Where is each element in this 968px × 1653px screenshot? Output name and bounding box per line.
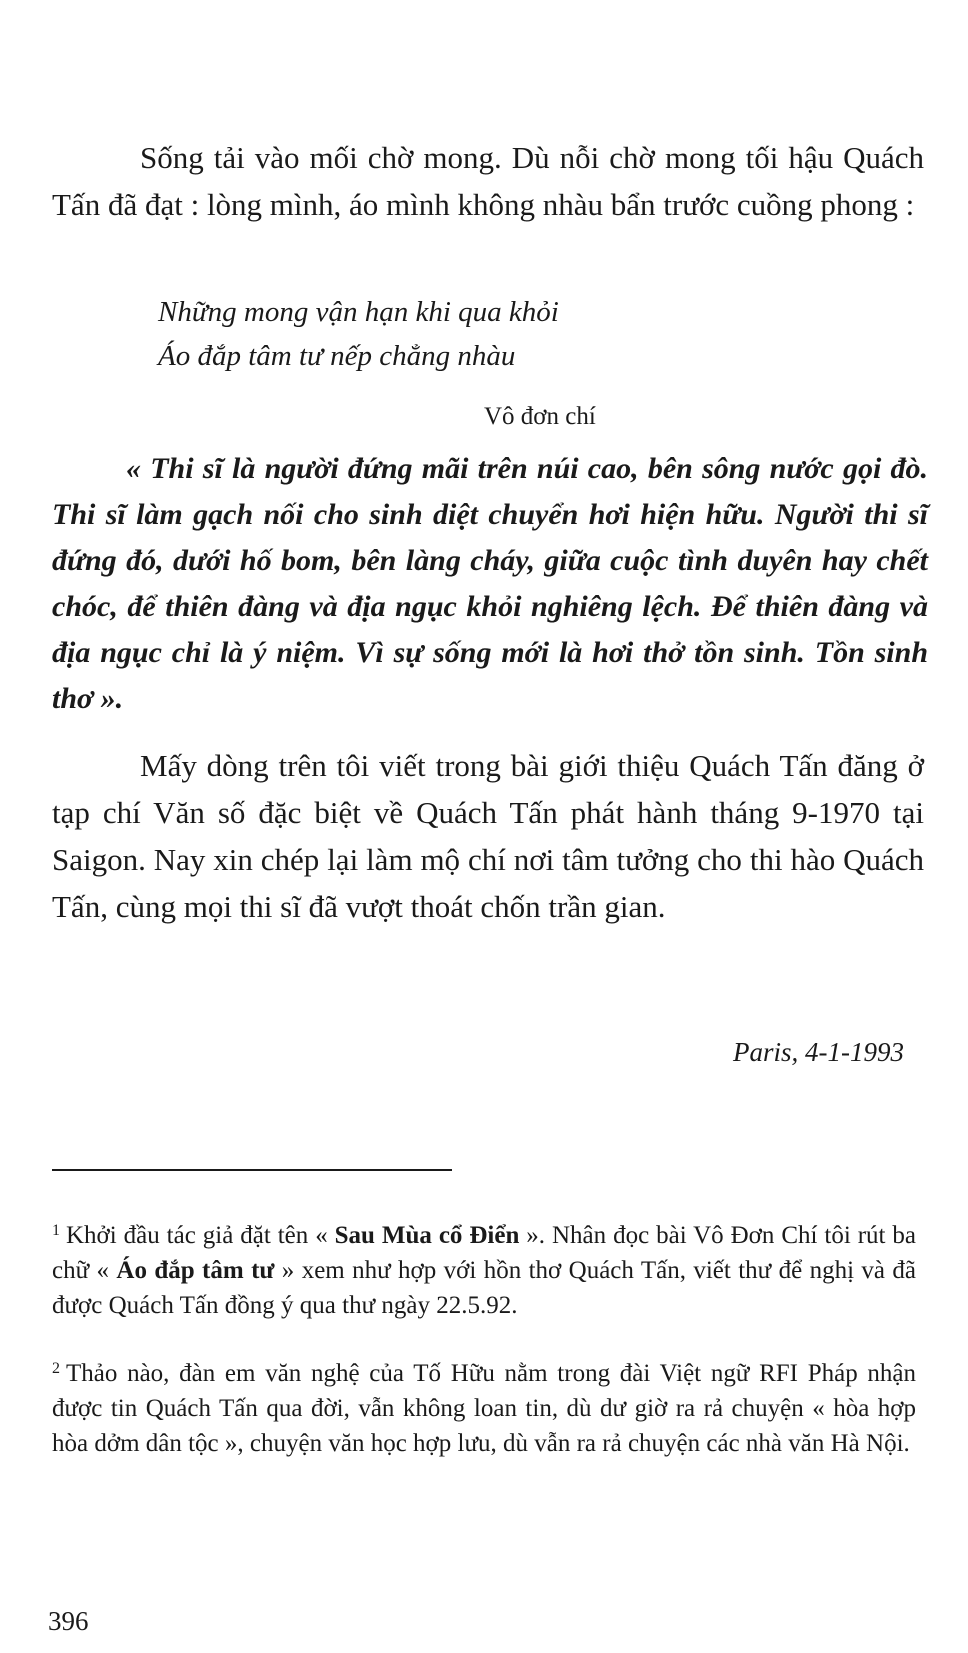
footnote-2-number: 2 [52, 1360, 60, 1377]
footnote-1-bold-title: Sau Mùa cổ Điển [334, 1222, 520, 1249]
verse-attribution: Vô đơn chí [484, 403, 596, 430]
verse-line-2 [158, 334, 515, 378]
page-number: 396 [48, 1606, 89, 1636]
verse-line-1 [158, 290, 559, 334]
dateline: Paris, 4-1-1993 [733, 1037, 904, 1067]
footnote-2-text: Thảo nào, đàn em văn nghệ của Tố Hữu nằm trong đài Việt ngữ RFI Pháp nhận được tin Quách Tấn qua đời, vẫn không loan tin, dù dư giờ ra rả chuyện « hòa hợp hòa dởm dân tộc », chuyện văn học hợp lưu, dù vẫn ra rả chuyện các nhà văn Hà Nội. [52, 1360, 916, 1457]
paragraph-closing: Mấy dòng trên tôi viết trong bài giới thiệu Quách Tấn đăng ở tạp chí Văn số đặc biệt về Quách Tấn phát hành tháng 9-1970 tại Saigon. Nay xin chép lại làm mộ chí nơi tâm tưởng cho thi hào Quách Tấn, cùng mọi thi sĩ đã vượt thoát chốn trần gian. [52, 748, 924, 924]
verse-line-2-text: Áo đắp tâm tư nếp chẳng nhàu [158, 340, 516, 372]
footnote-1-text-b: ». Nhân đọc bài Vô Đơn Chí tôi rút ba chữ « [52, 1222, 917, 1284]
footnote-1-text-a: Khởi đầu tác giả đặt tên « [66, 1222, 335, 1249]
paragraph-intro: Sống tải vào mối chờ mong. Dù nỗi chờ mong tối hậu Quách Tấn đã đạt : lòng mình, áo mình không nhàu bẩn trước cuồng phong : [52, 140, 924, 222]
footnote-divider [52, 1169, 452, 1171]
footnote-1-text-c: » xem như hợp với hồn thơ Quách Tấn, viết thư để nghị và đã được Quách Tấn đồng ý qua thư ngày 22.5.92. [52, 1257, 916, 1319]
footnote-1-bold-phrase: Áo đắp tâm tư [116, 1257, 275, 1284]
verse-line-1-text: Những mong vận hạn khi qua khỏi [158, 296, 559, 328]
footnote-2 [52, 1351, 916, 1461]
footnote-1-number: 1 [52, 1222, 60, 1239]
quoted-passage: « Thi sĩ là người đứng mãi trên núi cao, bên sông nước gọi đò. Thi sĩ làm gạch nối cho sinh diệt chuyển hơi hiện hữu. Người thi sĩ đứng đó, dưới hố bom, bên làng cháy, giữa cuộc tình duyên hay chết chóc, để thiên đàng và địa ngục khỏi nghiêng lệch. Để thiên đàng và địa ngục chỉ là ý niệm. Vì sự sống mới là hơi thở tồn sinh. Tồn sinh thơ ». [52, 452, 928, 715]
footnote-1 [52, 1213, 916, 1323]
